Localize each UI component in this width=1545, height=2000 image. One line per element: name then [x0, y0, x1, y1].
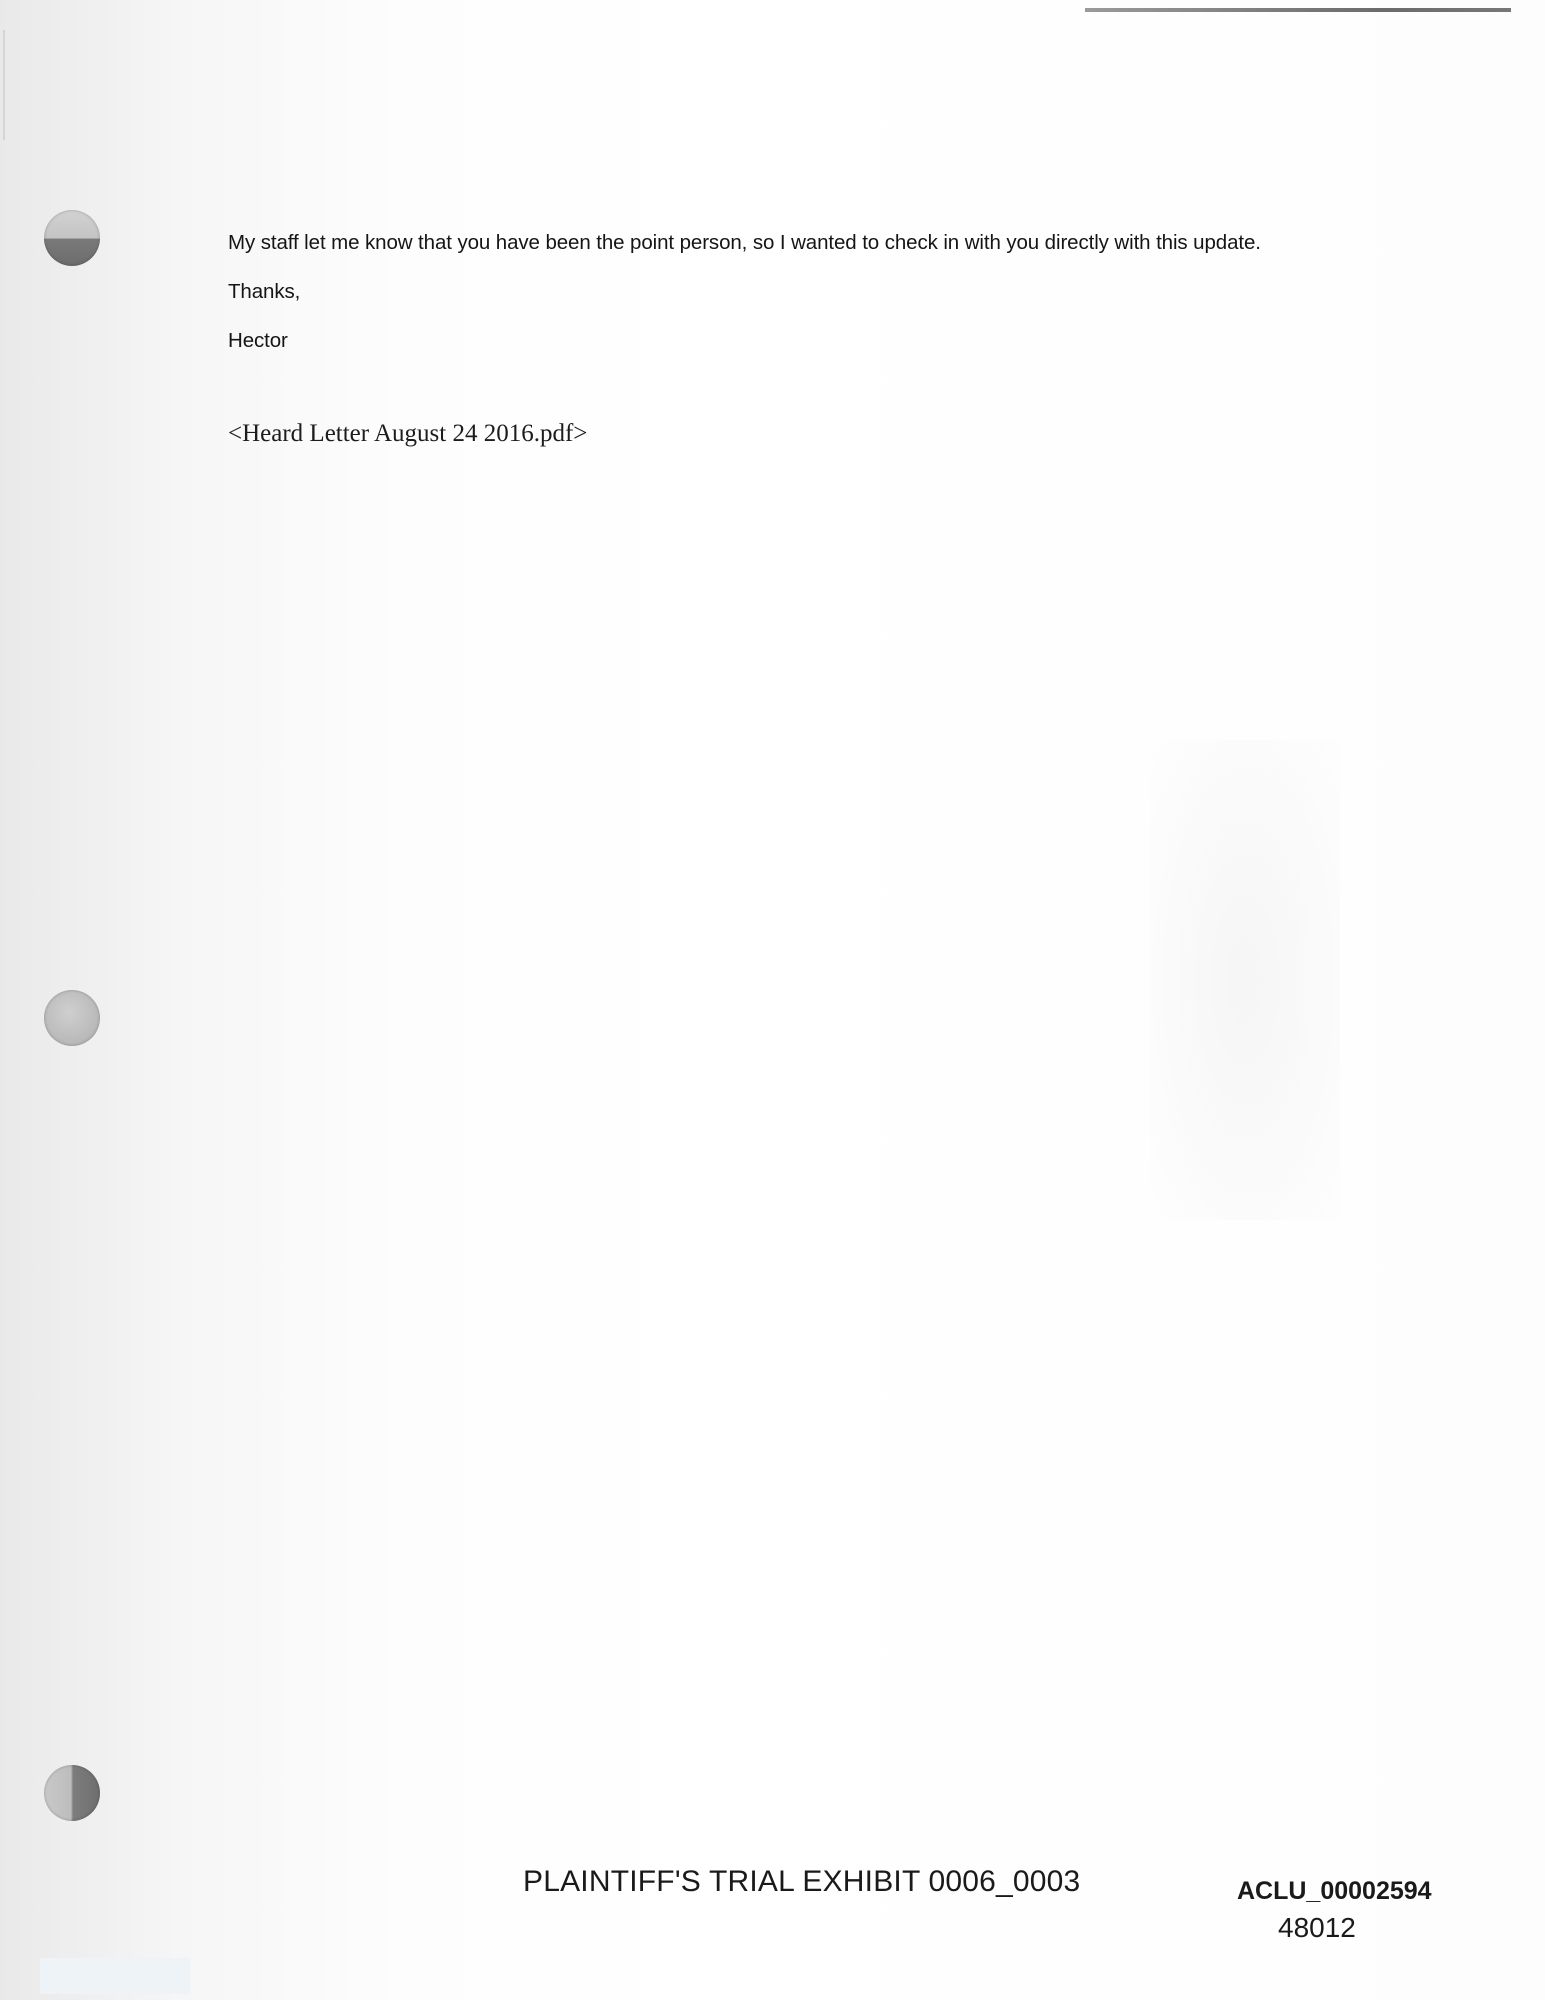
- binder-hole-top: [44, 210, 100, 266]
- email-signature: Hector: [228, 329, 288, 352]
- page-number: 48012: [1278, 1912, 1356, 1943]
- scan-artifact: [40, 1958, 190, 1994]
- exhibit-label: PLAINTIFF'S TRIAL EXHIBIT 0006_0003: [523, 1865, 1081, 1898]
- scan-shadow: [1150, 740, 1340, 1220]
- email-body-line: My staff let me know that you have been the point person, so I wanted to check in with you directly with this update.: [228, 231, 1261, 254]
- top-rule: [1085, 8, 1511, 12]
- binder-hole-bottom: [44, 1765, 100, 1821]
- email-closing: Thanks,: [228, 280, 301, 303]
- page-edge: [3, 30, 5, 140]
- attachment-filename: <Heard Letter August 24 2016.pdf>: [228, 420, 588, 447]
- binder-hole-middle: [44, 990, 100, 1046]
- bates-number: ACLU_00002594: [1237, 1877, 1432, 1905]
